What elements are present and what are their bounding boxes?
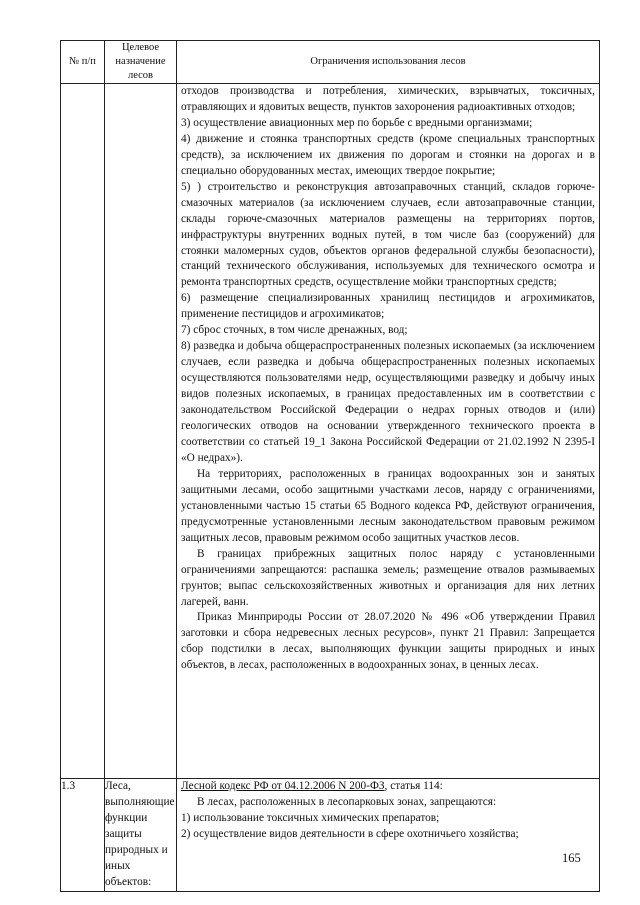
paragraph: 2) осуществление видов деятельности в сфере охотничьего хозяйства;	[181, 827, 519, 840]
law-reference-link[interactable]: Лесной кодекс РФ от 04.12.2006 N 200-ФЗ	[181, 780, 385, 792]
header-restrictions: Ограничения использования лесов	[177, 41, 600, 84]
table-header-row	[61, 41, 600, 84]
paragraph: На территориях, расположенных в границах водоохранных зон и занятых защитными лесами, особо защитными участками лесов, наряду с ограничениями, установленными частью 15 статьи 65 Водного кодекса РФ, действуют ограничения, предусмотренные установленными лесным законодательством правовым режимом защитных лесов, правовым режимом особо защитных участков лесов.	[181, 467, 595, 544]
paragraph: 8) разведка и добыча общераспространенных полезных ископаемых (за исключением случаев, если разведка и добыча общераспространенных полезных ископаемых осуществляются пользователями недр, осуществляющими разведку и добычу иных видов полезных ископаемых, в границах предоставленных им в соответствии с законодательством Российской Федерации о недрах горных отводов и (или) геологических отводов на основании утвержденного технического проекта в соответствии со статьей 19_1 Закона Российской Федерации от 21.02.1992 N 2395-I «О недрах»).	[181, 340, 595, 464]
restrictions-table	[60, 40, 600, 892]
table-row	[61, 779, 600, 892]
paragraph: 6) размещение специализированных хранилищ пестицидов и агрохимикатов, применение пестицидов и агрохимикатов;	[181, 292, 595, 321]
paragraph: 7) сброс сточных, в том числе дренажных, вод;	[181, 324, 408, 337]
paragraph: 3) осуществление авиационных мер по борьбе с вредными организмами;	[181, 116, 533, 129]
number-cell-empty	[61, 84, 105, 779]
paragraph: 1) использование токсичных химических препаратов;	[181, 811, 440, 824]
paragraph: В лесах, расположенных в лесопарковых зонах, запрещаются:	[197, 795, 497, 808]
page-number: 165	[562, 851, 581, 865]
paragraph: Приказ Минприроды России от 28.07.2020 № 496 «Об утверждении Правил заготовки и сбора недревесных лесных ресурсов», пункт 21 Правил: Запрещается сбор подстилки в лесах, выполняющих функции защиты природных и иных объектов, в лесах, расположенных в водоохранных зонах, в ценных лесах.	[181, 611, 595, 672]
purpose-cell-empty	[105, 84, 177, 779]
law-reference-line	[181, 779, 595, 795]
header-purpose: Целевое назначение лесов	[105, 41, 177, 84]
paragraph: В границах прибрежных защитных полос наряду с установленными ограничениями запрещаются: распашка земель; размещение отвалов размываемых грунтов; выпас сельскохозяйственных животных и организация для них летних лагерей, ванн.	[181, 547, 595, 608]
paragraph: 4) движение и стоянка транспортных средств (кроме специальных транспортных средств), за исключением их движения по дорогам и стоянки на дорогах и в специально оборудованных местах, имеющих твердое покрытие;	[181, 132, 595, 177]
paragraph: 5) ) строительство и реконструкция автозаправочных станций, складов горюче-смазочных материалов (за исключением случаев, если автозаправочные станции, склады горюче-смазочных материалов размещены на территориях портов, инфраструктуры внутренних водных путей, в том числе баз (сооружений) для стоянки маломерных судов, объектов органов федеральной службы безопасности), станций технического обслуживания, используемых для технического осмотра и ремонта транспортных средств, осуществление мойки транспортных средств;	[181, 180, 595, 289]
row-number: 1.3	[61, 779, 105, 892]
law-reference-suffix: , статья 114:	[384, 780, 443, 792]
restrictions-cell	[177, 84, 600, 779]
header-number: № п/п	[61, 41, 105, 84]
restrictions-cell	[177, 779, 600, 892]
row-purpose: Леса, выполняющие функции защиты природных и иных объектов:	[105, 779, 177, 892]
table-row	[61, 84, 600, 779]
paragraph: отходов производства и потребления, химических, взрывчатых, токсичных, отравляющих и ядовитых веществ, пунктов захоронения радиоактивных отходов;	[181, 85, 595, 113]
